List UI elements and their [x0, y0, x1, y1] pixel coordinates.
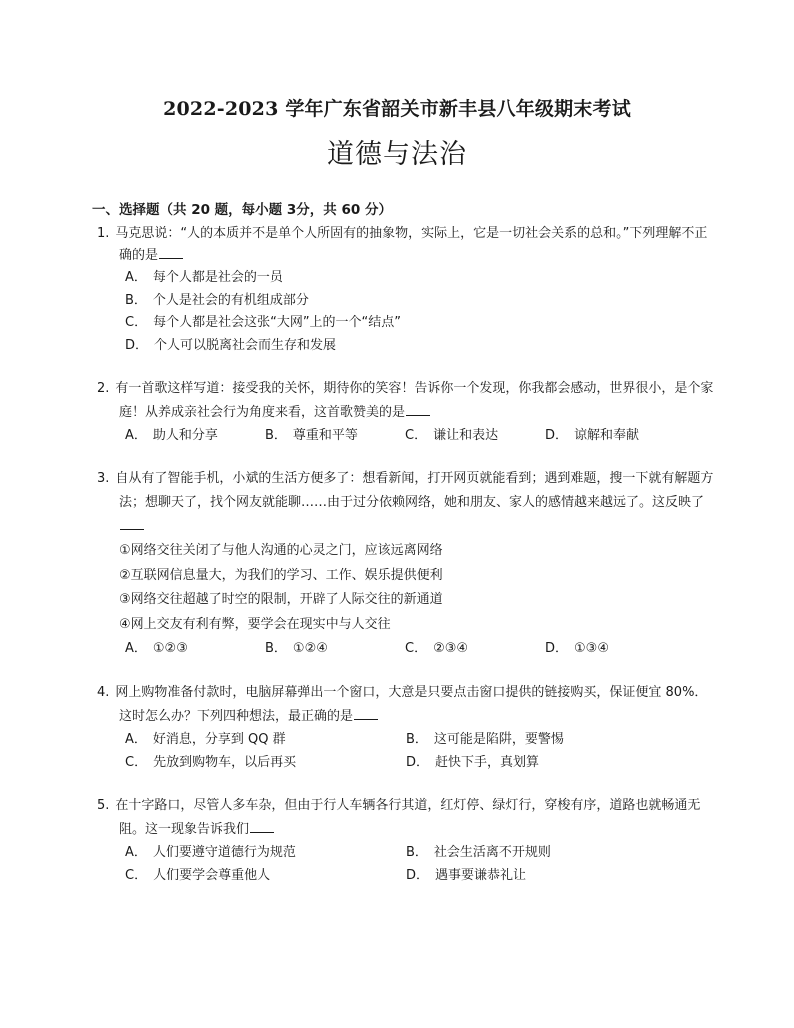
- exam-subject: 道德与法治: [327, 139, 467, 170]
- option-d: D． ①③④: [545, 641, 609, 656]
- statement-3: ③网络交往超越了时空的限制，开辟了人际交往的新通道: [119, 592, 443, 607]
- option-c: C． 先放到购物车，以后再买: [125, 754, 297, 770]
- option-b: B． 个人是社会的有机组成部分: [125, 292, 309, 308]
- option-c: C． ②③④: [405, 641, 469, 656]
- question-text: 在十字路口，尽管人多车杂，但由于行人车辆各行其道，红灯停、绿灯行，穿梭有序，道路也就畅通无阻。这一现象告诉我们: [115, 798, 701, 837]
- question-text: 网上购物准备付款时，电脑屏幕弹出一个窗口，大意是只要点击窗口提供的链接购买，保证便宜 80%．这时怎么办？下列四种想法，最正确的是: [115, 685, 708, 724]
- question-number: 2.: [97, 381, 110, 396]
- answer-blank: [250, 819, 274, 833]
- option-b: B． 这可能是陷阱，要警惕: [406, 732, 564, 747]
- answer-blank: [159, 245, 183, 259]
- question-text: 有一首歌这样写道：接受我的关怀，期待你的笑容！告诉你一个发现，你我都会感动，世界很小，是个家庭！从养成亲社会行为角度来看，这首歌赞美的是: [115, 381, 714, 420]
- question-text: 自从有了智能手机，小斌的生活方便多了：想看新闻，打开网页就能看到；遇到难题，搜一下就有解题方法；想聊天了，找个网友就能聊……由于过分依赖网络，她和朋友、家人的感情越来越远了。这反映了: [115, 471, 714, 510]
- option-b: B． ①②④: [265, 641, 328, 656]
- question-stem: [97, 681, 718, 729]
- answer-blank: [354, 706, 378, 720]
- options-list: [108, 729, 718, 774]
- question-number: 3.: [97, 471, 110, 486]
- question-4: [97, 681, 718, 774]
- options-list: [108, 842, 718, 887]
- answer-blank: [120, 516, 144, 530]
- option-b: B． 尊重和平等: [265, 428, 358, 443]
- question-3: [97, 467, 718, 661]
- question-5: [97, 794, 718, 887]
- option-b: B． 社会生活离不开规则: [406, 845, 551, 860]
- answer-blank: [406, 402, 430, 416]
- option-c: C． 谦让和表达: [405, 428, 499, 443]
- option-a: A． 每个人都是社会的一员: [125, 270, 283, 285]
- question-stem: [97, 467, 718, 539]
- statement-list: [108, 539, 718, 637]
- question-stem: [97, 377, 718, 425]
- option-d: D． 个人可以脱离社会而生存和发展: [125, 337, 337, 353]
- option-d: D． 遇事要谦恭礼让: [406, 867, 527, 883]
- options-list: [108, 425, 718, 447]
- statement-1: ①网络交往关闭了与他人沟通的心灵之门，应该远离网络: [119, 543, 443, 558]
- question-stem: [97, 223, 718, 267]
- exam-title: 2022-2023 学年广东省韶关市新丰县八年级期末考试: [163, 98, 631, 120]
- statement-4: ④网上交友有利有弊，要学会在现实中与人交往: [119, 616, 391, 632]
- question-number: 5.: [97, 798, 110, 813]
- option-c: C． 每个人都是社会这张“大网”上的一个“结点”: [125, 315, 402, 330]
- option-a: A． 助人和分享: [125, 428, 218, 443]
- question-number: 4.: [97, 685, 110, 700]
- option-c: C． 人们要学会尊重他人: [125, 867, 271, 883]
- option-a: A． 人们要遵守道德行为规范: [125, 845, 296, 860]
- question-number: 1.: [97, 226, 110, 241]
- options-list: [108, 637, 718, 661]
- question-stem: [97, 794, 718, 842]
- statement-2: ②互联网信息量大，为我们的学习、工作、娱乐提供便利: [119, 567, 443, 583]
- section-heading: 一、选择题（共 20 题，每小题 3分，共 60 分）: [92, 202, 392, 218]
- question-1: [97, 223, 718, 357]
- option-a: A． ①②③: [125, 641, 188, 656]
- question-text: 马克思说：“人的本质并不是单个人所固有的抽象物，实际上，它是一切社会关系的总和。”下列理解不正确的是: [115, 226, 708, 263]
- options-list: [108, 267, 718, 357]
- question-2: [97, 377, 718, 447]
- option-d: D． 赶快下手，真划算: [406, 754, 540, 770]
- option-d: D． 谅解和奉献: [545, 428, 640, 443]
- option-a: A． 好消息，分享到 QQ 群: [125, 732, 286, 747]
